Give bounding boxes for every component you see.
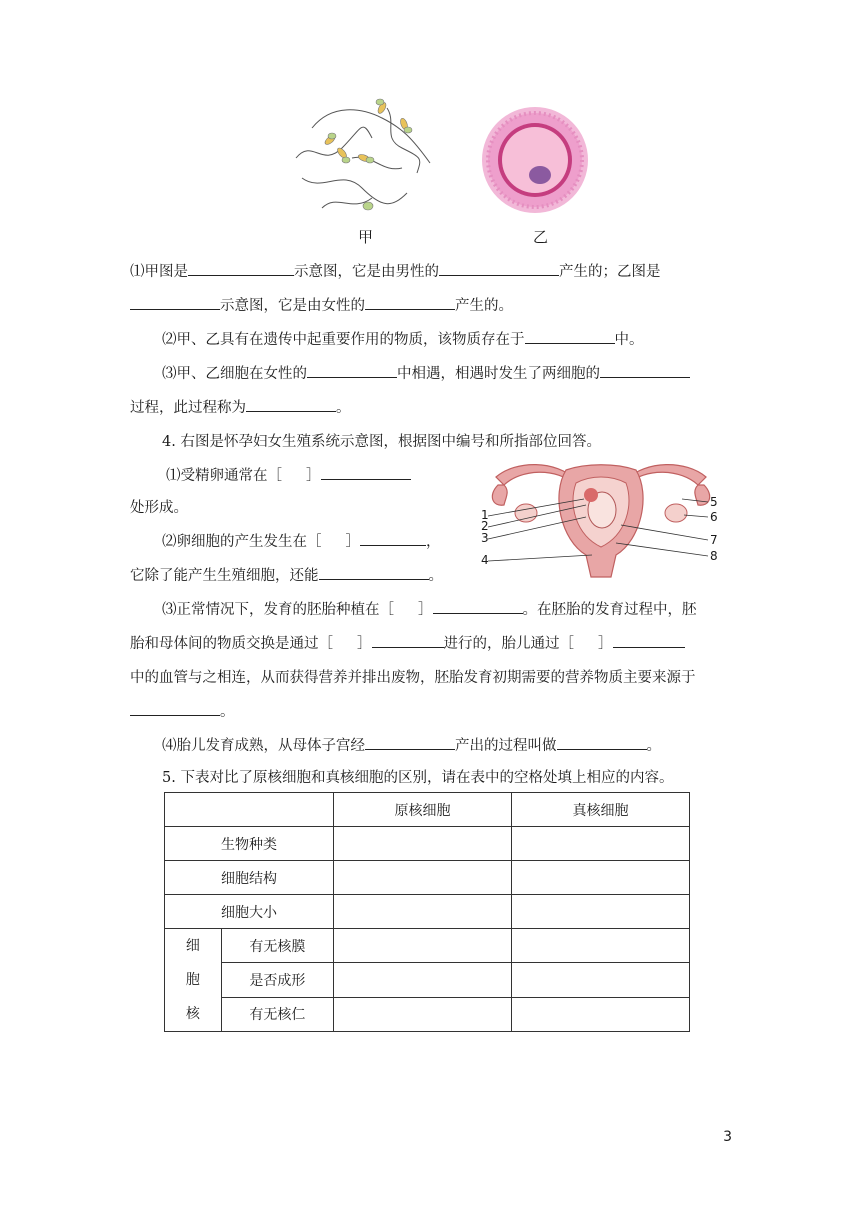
table-row bbox=[165, 895, 690, 929]
row-label: 细胞结构 bbox=[165, 861, 334, 895]
uterus-label-2: 2 bbox=[481, 519, 489, 533]
text: 。在胚胎的发育过程中，胚 bbox=[522, 602, 697, 618]
q3-part3-line2 bbox=[130, 396, 730, 417]
answer-blank[interactable] bbox=[439, 261, 559, 276]
answer-cell[interactable] bbox=[512, 963, 690, 997]
text: 产出的过程叫做 bbox=[455, 738, 557, 754]
row-label: 有无核仁 bbox=[221, 997, 333, 1031]
answer-blank[interactable] bbox=[525, 329, 615, 344]
q4-sub1-line1 bbox=[166, 464, 446, 485]
text: 。 bbox=[336, 400, 351, 416]
q4-sub2-line1 bbox=[162, 530, 462, 551]
answer-cell[interactable] bbox=[334, 963, 512, 997]
row-label: 是否成形 bbox=[221, 963, 333, 997]
q4-intro: 4. 右图是怀孕妇女生殖系统示意图，根据图中编号和所指部位回答。 bbox=[162, 434, 601, 450]
q4-sub3-line1 bbox=[162, 598, 732, 619]
row-label: 生物种类 bbox=[165, 827, 334, 861]
uterus-diagram bbox=[476, 455, 726, 581]
sperm-caption: 甲 bbox=[358, 228, 374, 246]
answer-cell[interactable] bbox=[512, 827, 690, 861]
q4-sub3-line4 bbox=[130, 700, 730, 721]
nucleus-char: 细 bbox=[185, 938, 200, 954]
text: ］ bbox=[598, 636, 613, 652]
table-header-cell: 原核细胞 bbox=[334, 793, 512, 827]
text: 它除了能产生生殖细胞，还能 bbox=[130, 568, 319, 584]
text: 示意图，它是由女性的 bbox=[220, 298, 365, 314]
answer-cell[interactable] bbox=[334, 861, 512, 895]
egg-caption: 乙 bbox=[533, 228, 549, 246]
answer-cell[interactable] bbox=[512, 929, 690, 963]
table-row bbox=[165, 827, 690, 861]
q4-sub4 bbox=[162, 734, 762, 755]
text: ⑶正常情况下，发育的胚胎种植在［ bbox=[162, 602, 394, 618]
table-row bbox=[165, 963, 690, 997]
text: ］ bbox=[357, 636, 372, 652]
page-number: 3 bbox=[723, 1129, 732, 1145]
table-header-cell: 真核细胞 bbox=[512, 793, 690, 827]
answer-cell[interactable] bbox=[512, 895, 690, 929]
text: 中。 bbox=[614, 332, 644, 348]
answer-blank[interactable] bbox=[307, 363, 397, 378]
uterus-label-4: 4 bbox=[481, 553, 489, 567]
q4-sub1-line2: 处形成。 bbox=[130, 500, 188, 516]
row-label: 有无核膜 bbox=[221, 929, 333, 963]
nucleus-char: 胞 bbox=[185, 972, 200, 988]
q3-part1-line2 bbox=[130, 294, 730, 315]
answer-blank[interactable] bbox=[188, 261, 294, 276]
q4-sub3-line2 bbox=[130, 632, 730, 653]
answer-blank[interactable] bbox=[319, 565, 429, 580]
egg-figure bbox=[480, 105, 590, 215]
table-row bbox=[165, 997, 690, 1031]
text: 过程，此过程称为 bbox=[130, 400, 246, 416]
answer-cell[interactable] bbox=[512, 861, 690, 895]
text: ， bbox=[426, 534, 441, 550]
text: ⑵甲、乙具有在遗传中起重要作用的物质，该物质存在于 bbox=[162, 332, 525, 348]
text: ⑵卵细胞的产生发生在［ bbox=[162, 534, 322, 550]
answer-blank[interactable] bbox=[365, 295, 455, 310]
uterus-label-5: 5 bbox=[710, 495, 718, 509]
q3-part1-line1 bbox=[130, 260, 730, 281]
text: 中相遇，相遇时发生了两细胞的 bbox=[397, 366, 600, 382]
text: ］ bbox=[345, 534, 360, 550]
nucleus-char: 核 bbox=[185, 1006, 200, 1022]
q4-sub3-line3: 中的血管与之相连，从而获得营养并排出废物，胚胎发育初期需要的营养物质主要来源于 bbox=[130, 670, 696, 686]
uterus-label-1: 1 bbox=[481, 508, 489, 522]
uterus-label-8: 8 bbox=[710, 549, 718, 563]
text: 。 bbox=[220, 704, 235, 720]
answer-blank[interactable] bbox=[433, 599, 523, 614]
text: 进行的，胎儿通过［ bbox=[443, 636, 574, 652]
answer-blank[interactable] bbox=[613, 633, 685, 648]
text: 示意图，它是由男性的 bbox=[294, 264, 439, 280]
answer-blank[interactable] bbox=[246, 397, 336, 412]
answer-cell[interactable] bbox=[512, 997, 690, 1031]
comparison-table bbox=[164, 792, 690, 1032]
uterus-label-7: 7 bbox=[710, 533, 718, 547]
text: ］ bbox=[418, 602, 433, 618]
answer-cell[interactable] bbox=[334, 827, 512, 861]
uterus-label-3: 3 bbox=[481, 531, 489, 545]
table-row bbox=[165, 861, 690, 895]
answer-blank[interactable] bbox=[360, 531, 426, 546]
text: 。 bbox=[646, 738, 661, 754]
answer-blank[interactable] bbox=[321, 465, 411, 480]
text: ］ bbox=[306, 468, 321, 484]
nucleus-label-cell bbox=[165, 929, 222, 1032]
text: 胎和母体间的物质交换是通过［ bbox=[130, 636, 333, 652]
answer-cell[interactable] bbox=[334, 929, 512, 963]
text: 。 bbox=[428, 568, 443, 584]
text: ⑷胎儿发育成熟，从母体子宫经 bbox=[162, 738, 365, 754]
q5-intro: 5. 下表对比了原核细胞和真核细胞的区别，请在表中的空格处填上相应的内容。 bbox=[162, 770, 674, 786]
row-label: 细胞大小 bbox=[165, 895, 334, 929]
q3-part3-line1 bbox=[162, 362, 762, 383]
text: 产生的。 bbox=[455, 298, 513, 314]
q4-sub2-line2 bbox=[130, 564, 470, 585]
answer-blank[interactable] bbox=[365, 735, 455, 750]
text: ⑴受精卵通常在［ bbox=[166, 468, 282, 484]
table-header-cell bbox=[165, 793, 334, 827]
answer-blank[interactable] bbox=[600, 363, 690, 378]
text: ⑶甲、乙细胞在女性的 bbox=[162, 366, 307, 382]
answer-blank[interactable] bbox=[130, 701, 220, 716]
uterus-label-6: 6 bbox=[710, 510, 718, 524]
table-row bbox=[165, 929, 690, 963]
answer-blank[interactable] bbox=[372, 633, 444, 648]
sperm-figure bbox=[292, 98, 434, 216]
answer-cell[interactable] bbox=[334, 895, 512, 929]
q3-part2 bbox=[162, 328, 762, 349]
answer-cell[interactable] bbox=[334, 997, 512, 1031]
table-header-row bbox=[165, 793, 690, 827]
answer-blank[interactable] bbox=[130, 295, 220, 310]
answer-blank[interactable] bbox=[557, 735, 647, 750]
text: ⑴甲图是 bbox=[130, 264, 188, 280]
text: 产生的；乙图是 bbox=[559, 264, 661, 280]
